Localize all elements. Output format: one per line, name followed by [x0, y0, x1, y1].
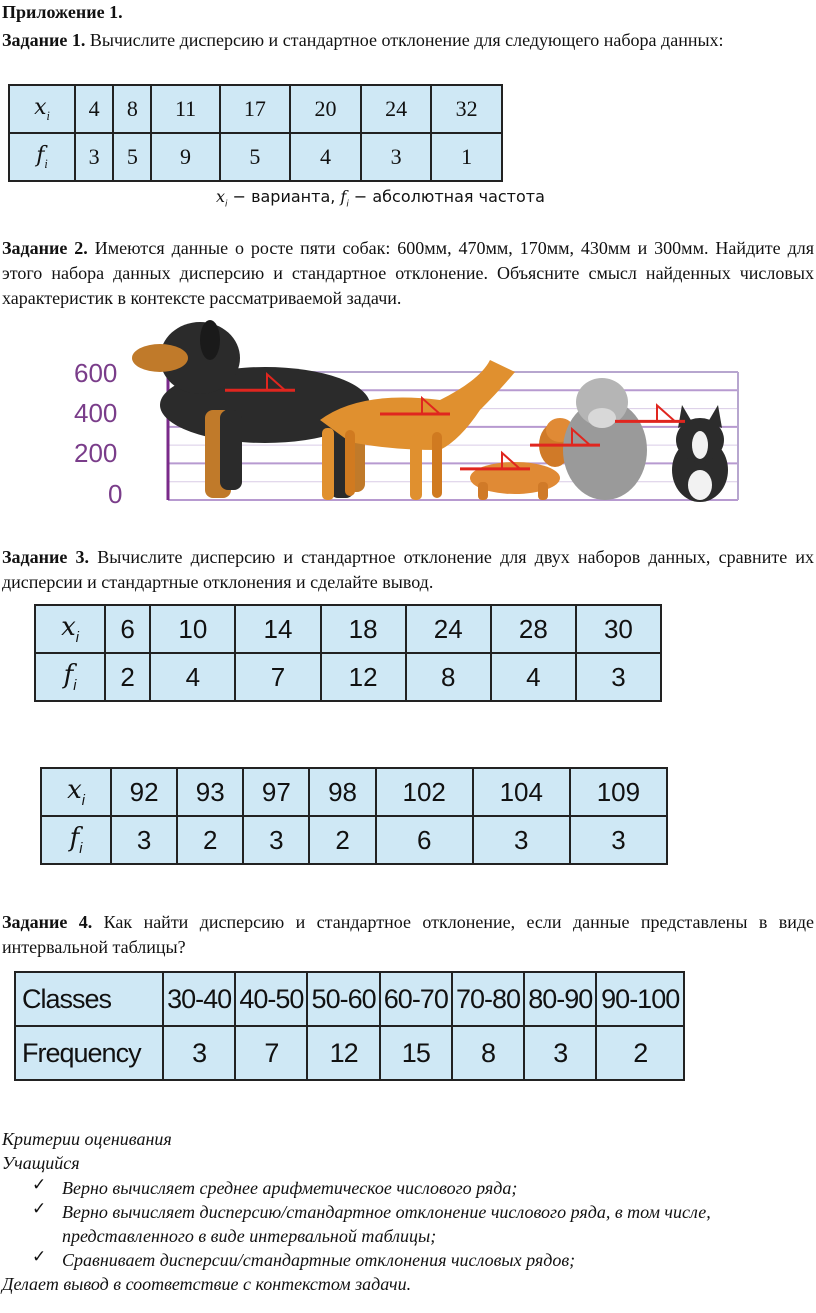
table-cell: 104: [473, 768, 570, 816]
task2-label: Задание 2.: [2, 238, 88, 258]
task1-label: Задание 1.: [2, 30, 86, 50]
table-row: [41, 816, 667, 864]
task2-body: Имеются данные о росте пяти собак: 600мм, 470мм, 170мм, 430мм и 300мм. Найдите для этого набора данных дисперсию и стандартное отклонение. Объясните смысл найденных числовых характеристик в контексте рассматриваемой задачи.: [2, 238, 814, 308]
classes-header: Classes: [15, 972, 163, 1026]
task4-text: [2, 910, 814, 960]
table-cell: 20: [290, 85, 361, 133]
y-tick-400: 400: [74, 398, 118, 428]
table-cell: 7: [235, 1026, 307, 1080]
table-cell: 3: [75, 133, 113, 181]
table-row: [9, 85, 502, 133]
table-cell: 14: [235, 605, 320, 653]
task2-text: [2, 236, 814, 311]
checkmark-icon: ✓: [32, 1199, 47, 1219]
table-cell: 32: [431, 85, 502, 133]
task1-caption: $x_i$ − варианта, $f_i$ − абсолютная частота: [216, 187, 545, 210]
row-x-header: $x_i$: [35, 605, 105, 653]
task4-interval-table: [14, 971, 685, 1081]
task4-label: Задание 4.: [2, 912, 93, 932]
table-cell: 60-70: [380, 972, 452, 1026]
task1-text: [2, 28, 814, 53]
criteria-subtitle: Учащийся: [2, 1153, 80, 1173]
table-cell: 8: [406, 653, 491, 701]
task3-table-2: [40, 767, 668, 865]
table-cell: 70-80: [452, 972, 524, 1026]
table-row: [35, 605, 661, 653]
table-row: [15, 1026, 684, 1080]
table-cell: 5: [220, 133, 291, 181]
table-cell: 30-40: [163, 972, 235, 1026]
table-cell: 10: [150, 605, 235, 653]
y-tick-600: 600: [74, 358, 118, 388]
table-cell: 40-50: [235, 972, 307, 1026]
criteria-conclusion: Делает вывод в соответствие с контекстом задачи.: [2, 1274, 412, 1294]
table-cell: 92: [111, 768, 177, 816]
row-f-header: $f_i$: [35, 653, 105, 701]
table-row: [35, 653, 661, 701]
y-tick-0: 0: [108, 479, 123, 509]
table-cell: 8: [113, 85, 151, 133]
table-cell: 3: [111, 816, 177, 864]
dog-terrier-icon: [672, 405, 728, 502]
table-cell: 109: [570, 768, 667, 816]
table-cell: 93: [177, 768, 243, 816]
y-tick-200: 200: [74, 438, 118, 468]
table-cell: 12: [321, 653, 406, 701]
table-row: [41, 768, 667, 816]
table-cell: 4: [150, 653, 235, 701]
table-cell: 12: [307, 1026, 379, 1080]
dog-dachshund-icon: [470, 418, 574, 500]
table-cell: 15: [380, 1026, 452, 1080]
row-f-header: $f_i$: [9, 133, 75, 181]
task3-text: [2, 545, 814, 595]
table-cell: 7: [235, 653, 320, 701]
table-cell: 3: [576, 653, 661, 701]
table-cell: 9: [151, 133, 219, 181]
table-cell: 28: [491, 605, 576, 653]
criteria-title: Критерии оценивания: [2, 1129, 172, 1149]
checkmark-icon: ✓: [32, 1247, 47, 1267]
table-cell: 11: [151, 85, 219, 133]
table-cell: 6: [376, 816, 473, 864]
table-cell: 3: [473, 816, 570, 864]
row-f-header: $f_i$: [41, 816, 111, 864]
table-cell: 5: [113, 133, 151, 181]
table-cell: 3: [361, 133, 432, 181]
task4-body: Как найти дисперсию и стандартное отклонение, если данные представлены в виде интервальной таблицы?: [2, 912, 814, 957]
table-cell: 6: [105, 605, 150, 653]
task1-body: Вычислите дисперсию и стандартное отклонение для следующего набора данных:: [89, 30, 724, 50]
appendix-title: Приложение 1.: [2, 2, 123, 22]
table-cell: 2: [105, 653, 150, 701]
table-cell: 3: [570, 816, 667, 864]
table-cell: 1: [431, 133, 502, 181]
task3-label: Задание 3.: [2, 547, 90, 567]
table-cell: 17: [220, 85, 291, 133]
row-x-header: $x_i$: [9, 85, 75, 133]
table-cell: 2: [309, 816, 375, 864]
table-cell: 30: [576, 605, 661, 653]
task1-table: [8, 84, 503, 182]
checkmark-icon: ✓: [32, 1175, 47, 1195]
table-cell: 3: [524, 1026, 596, 1080]
task3-table-1: [34, 604, 662, 702]
table-cell: 98: [309, 768, 375, 816]
table-row: [9, 133, 502, 181]
table-cell: 2: [596, 1026, 684, 1080]
table-row: [15, 972, 684, 1026]
table-cell: 90-100: [596, 972, 684, 1026]
table-cell: 50-60: [307, 972, 379, 1026]
table-cell: 24: [361, 85, 432, 133]
criteria-item: Верно вычисляет среднее арифметическое числового ряда;: [62, 1178, 518, 1198]
table-cell: 97: [243, 768, 309, 816]
table-cell: 18: [321, 605, 406, 653]
table-cell: 8: [452, 1026, 524, 1080]
table-cell: 24: [406, 605, 491, 653]
height-marker-flag: [657, 405, 675, 421]
row-x-header: $x_i$: [41, 768, 111, 816]
dog-schnauzer-icon: [563, 378, 647, 500]
table-cell: 4: [290, 133, 361, 181]
task3-body: Вычислите дисперсию и стандартное отклонение для двух наборов данных, сравните их дисперсии и стандартные отклонения и сделайте вывод.: [2, 547, 815, 592]
table-cell: 102: [376, 768, 473, 816]
dog-height-chart: [60, 310, 750, 515]
table-cell: 80-90: [524, 972, 596, 1026]
criteria-item: Верно вычисляет дисперсию/стандартное отклонение числового ряда, в том числе, представленного в виде интервальной таблицы;: [62, 1202, 711, 1246]
table-cell: 4: [491, 653, 576, 701]
table-cell: 3: [163, 1026, 235, 1080]
table-cell: 4: [75, 85, 113, 133]
criteria-item: Сравнивает дисперсии/стандартные отклонения числовых рядов;: [62, 1250, 576, 1270]
table-cell: 2: [177, 816, 243, 864]
frequency-header: Frequency: [15, 1026, 163, 1080]
table-cell: 3: [243, 816, 309, 864]
